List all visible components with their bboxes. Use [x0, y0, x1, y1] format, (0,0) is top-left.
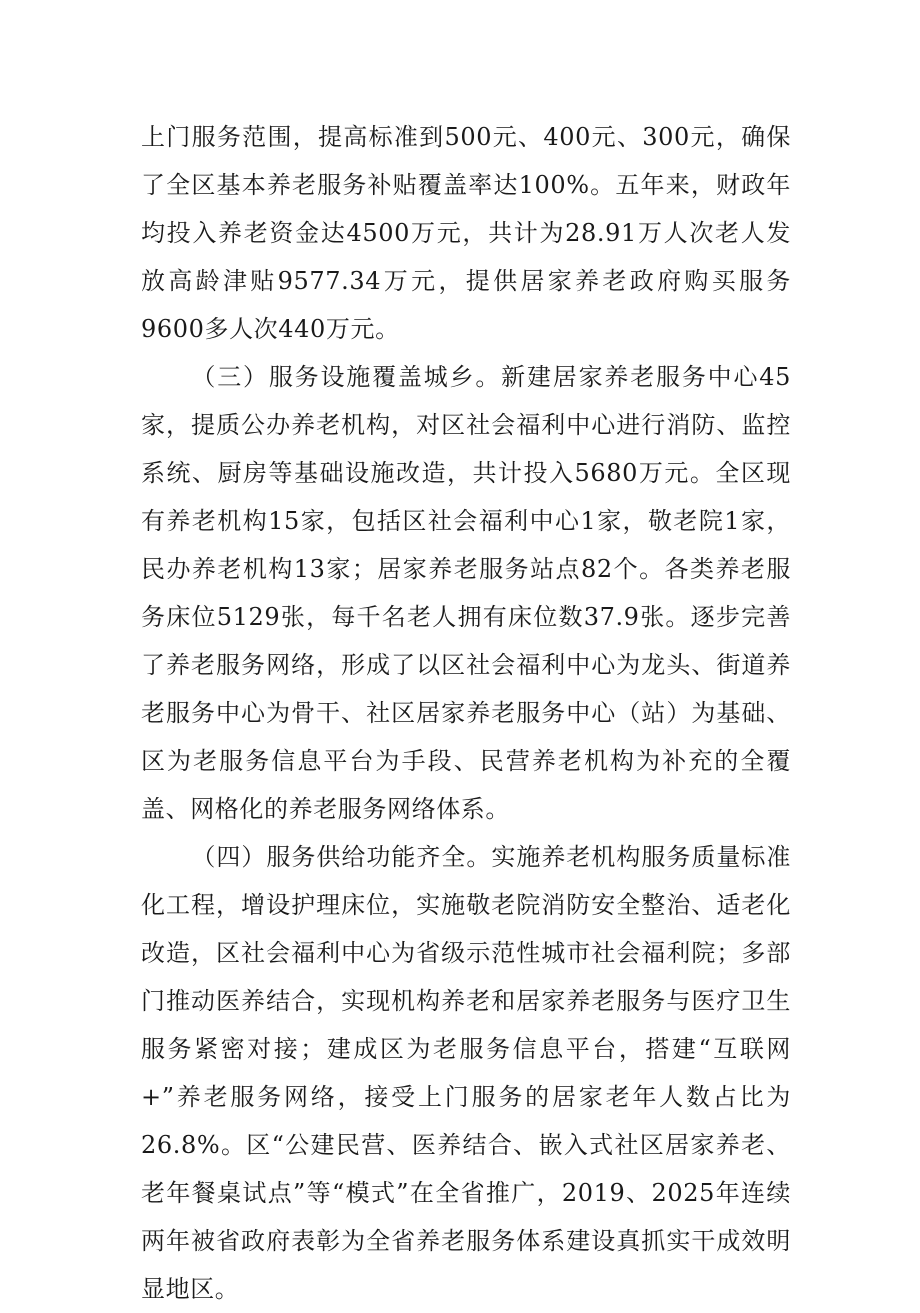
- document-body: [141, 113, 791, 1313]
- paragraph-subsidy: 上门服务范围，提高标准到500元、400元、300元，确保了全区基本养老服务补贴覆盖率达100%。五年来，财政年均投入养老资金达4500万元，共计为28.91万人次老人发放高龄津贴9577.34万元，提供居家养老政府购买服务9600多人次440万元。: [141, 123, 791, 343]
- paragraph-service-supply: （四）服务供给功能齐全。实施养老机构服务质量标准化工程，增设护理床位，实施敬老院消防安全整治、适老化改造，区社会福利中心为省级示范性城市社会福利院；多部门推动医养结合，实现机构养老和居家养老服务与医疗卫生服务紧密对接；建成区为老服务信息平台，搭建“互联网+”养老服务网络，接受上门服务的居家老年人数占比为26.8%。区“公建民营、医养结合、嵌入式社区居家养老、老年餐桌试点”等“模式”在全省推广，2019、2025年连续两年被省政府表彰为全省养老服务体系建设真抓实干成效明显地区。: [141, 843, 791, 1303]
- paragraph-facilities: （三）服务设施覆盖城乡。新建居家养老服务中心45家，提质公办养老机构，对区社会福利中心进行消防、监控系统、厨房等基础设施改造，共计投入5680万元。全区现有养老机构15家，包括区社会福利中心1家，敬老院1家，民办养老机构13家；居家养老服务站点82个。各类养老服务床位5129张，每千名老人拥有床位数37.9张。逐步完善了养老服务网络，形成了以区社会福利中心为龙头、街道养老服务中心为骨干、社区居家养老服务中心（站）为基础、区为老服务信息平台为手段、民营养老机构为补充的全覆盖、网格化的养老服务网络体系。: [141, 363, 791, 823]
